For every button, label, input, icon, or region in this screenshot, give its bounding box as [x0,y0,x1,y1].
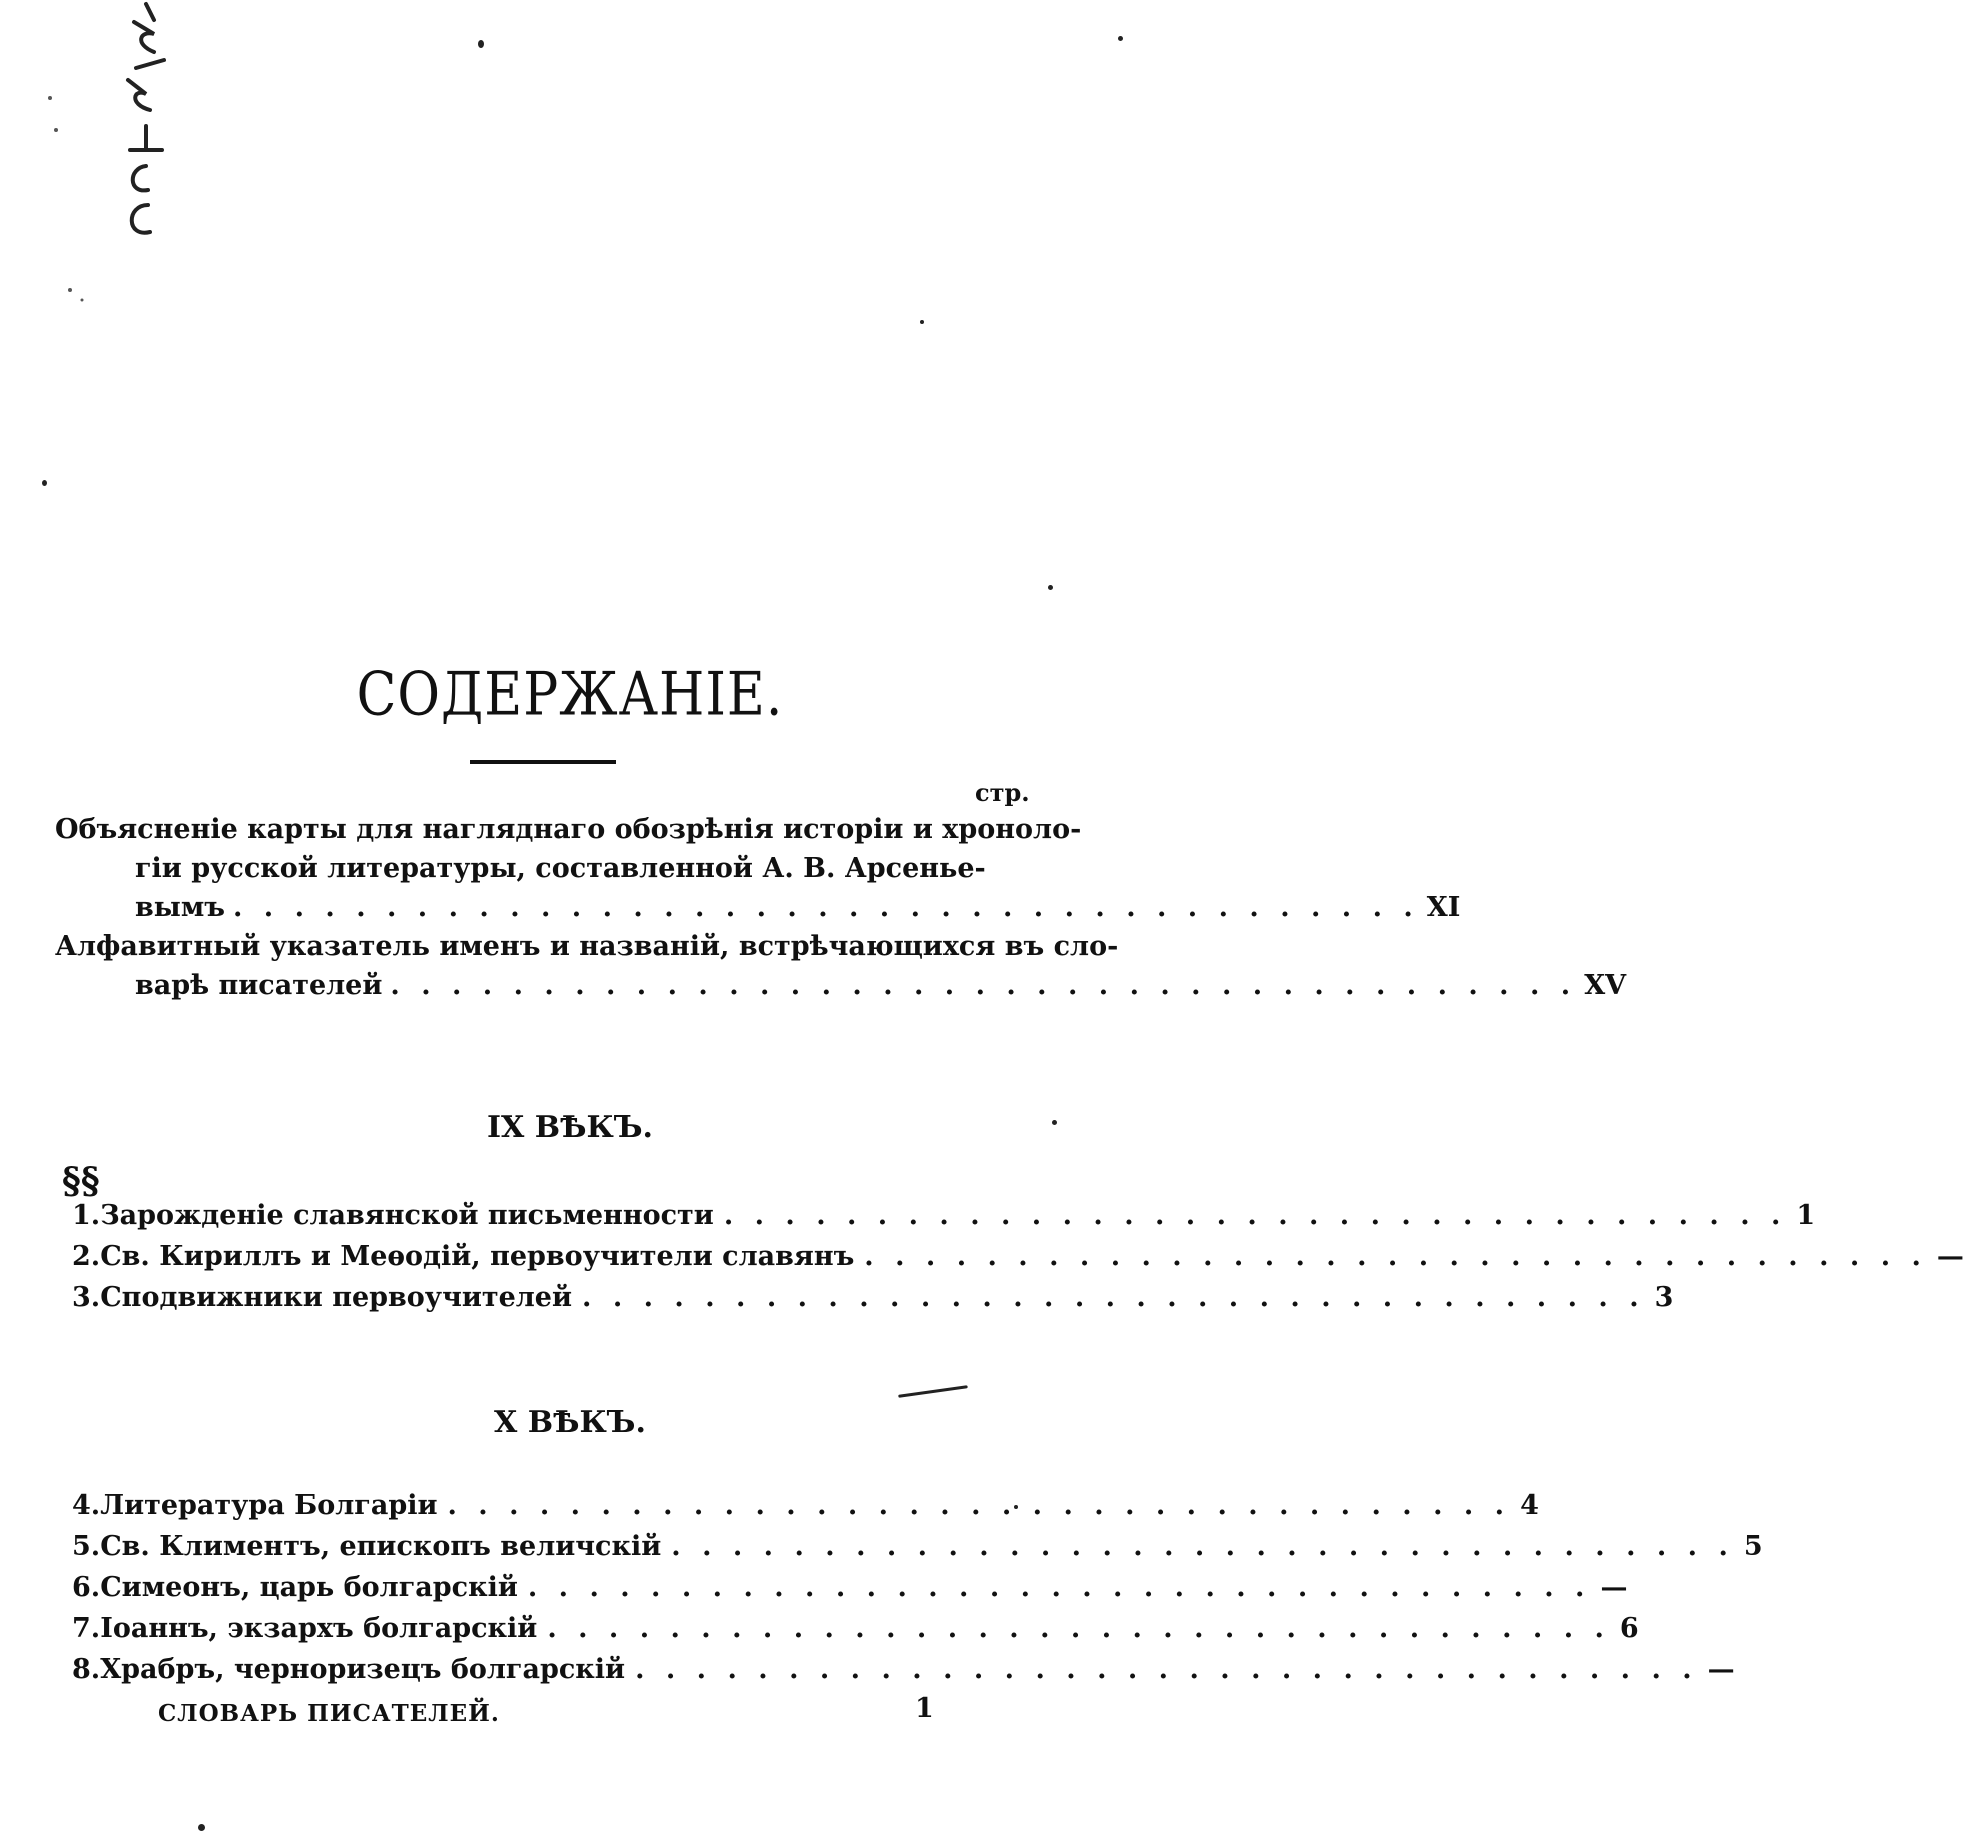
sheet-number: 1 [915,1693,934,1724]
toc-row [72,1200,1816,1241]
toc-page: — [1936,1241,1964,1272]
toc-title: Зарожденіе славянской письменности [100,1200,714,1231]
toc-row [72,1241,1964,1282]
toc-num: 6. [72,1572,101,1603]
toc-title: Симеонъ, царь болгарскій [100,1572,518,1603]
intro-entry-2-line-1: Алфавитный указатель именъ и названій, встрѣчающихся въ сло- [55,931,1119,962]
section-heading: X ВѢКЪ. [494,1405,646,1440]
scan-speck [478,40,484,48]
toc-title: Св. Климентъ, епископъ величскій [100,1531,662,1562]
signature-mark: СЛОВАРЬ ПИСАТЕЛЕЙ. [158,1700,500,1727]
toc-num: 1. [72,1200,101,1231]
intro-entry-1-line-2: гіи русской литературы, составленной А. В. Арсенье- [135,853,986,884]
toc-page: 3 [1654,1282,1674,1313]
toc-page: — [1600,1572,1628,1603]
intro-entry-2-text-end: варѣ писателей [135,970,383,1001]
toc-page: 5 [1743,1531,1763,1562]
toc-title: Литература Болгаріи [100,1490,438,1521]
intro-entry-1-line-3 [55,888,1461,927]
handwritten-margin-note [30,0,180,320]
scan-speck [920,320,924,324]
dot-leader: . . . . . . . . . . . . . . . . . . . . . . . . . . . . . . . . . . . . . . . [390,970,1577,1001]
toc-page: — [1707,1654,1735,1685]
toc-title: Св. Кириллъ и Меѳодій, первоучители славянъ [100,1241,855,1272]
scan-speck [1118,36,1123,41]
toc-row [72,1654,1735,1695]
toc-num: 4. [72,1490,101,1521]
toc-list [72,1200,1964,1323]
intro-entries [55,810,1627,1005]
dot-leader: . . . . . . . . . . . . . . . . . . . . . . . . . . . . . . . . . . . [864,1241,1927,1272]
toc-num: 8. [72,1654,101,1685]
intro-entry-1-text-end: вымъ [135,892,225,923]
toc-num: 5. [72,1531,101,1562]
toc-row [72,1613,1639,1654]
toc-num: 7. [72,1613,101,1644]
toc-row [72,1490,1539,1531]
scan-speck [42,480,47,486]
toc-page: 4 [1520,1490,1539,1521]
toc-page: 1 [1796,1200,1816,1231]
toc-list [72,1490,1763,1695]
scan-speck [198,1824,205,1831]
toc-title: Сподвижники первоучителей [100,1282,573,1313]
dot-leader: . . . . . . . . . . . . . . . . . . . . . . . . . . . . . . . . . . . [635,1654,1698,1685]
toc-num: 3. [72,1282,101,1313]
toc-page: 6 [1619,1613,1639,1644]
toc-row [72,1282,1674,1323]
dot-leader: . . . . . . . . . . . . . . . . . . . . . . . . . . . . . . . . . . . [527,1572,1591,1603]
dot-leader: . . . . . . . . . . . . . . . . . . . . . . . . . . . . . . . . . . . [723,1200,1787,1231]
section-heading: IX ВѢКЪ. [487,1110,653,1145]
toc-title: Іоаннъ, экзархъ болгарскій [100,1613,538,1644]
toc-num: 2. [72,1241,101,1272]
dot-leader: . . . . . . . . . . . . . . . . . . . . . . . . . . . . . . . . . . . [582,1282,1645,1313]
page-title: СОДЕРЖАНІЕ. [356,660,784,730]
intro-entry-1-page: XI [1426,892,1461,923]
scan-speck [1048,585,1053,590]
scan-speck [898,1385,968,1398]
toc-row [72,1531,1763,1572]
dot-leader: . . . . . . . . . . . . . . . . . . . . . . . . . . . . . . . . . . . [547,1613,1610,1644]
title-rule [470,760,616,764]
toc-row [72,1572,1628,1613]
intro-entry-1-line-1: Объясненіе карты для нагляднаго обозрѣнія исторіи и хроноло- [55,814,1082,845]
toc-title: Храбръ, черноризецъ болгарскій [100,1654,626,1685]
section-sign: §§ [62,1160,100,1202]
dot-leader: . . . . . . . . . . . . . . . . . . . . . . . . . . . . . . . . . . . . . . . [233,892,1419,923]
dot-leader: . . . . . . . . . . . . . . . . . . . . . . . . . . . . . . . . . . . [671,1531,1734,1562]
intro-entry-2-page: XV [1584,970,1627,1001]
intro-entry-2-line-2 [55,966,1627,1005]
dot-leader: . . . . . . . . . . . . . . . . . . . . . . . . . . . . . . . . . . . [447,1490,1511,1521]
page-column-label: стр. [975,778,1030,807]
